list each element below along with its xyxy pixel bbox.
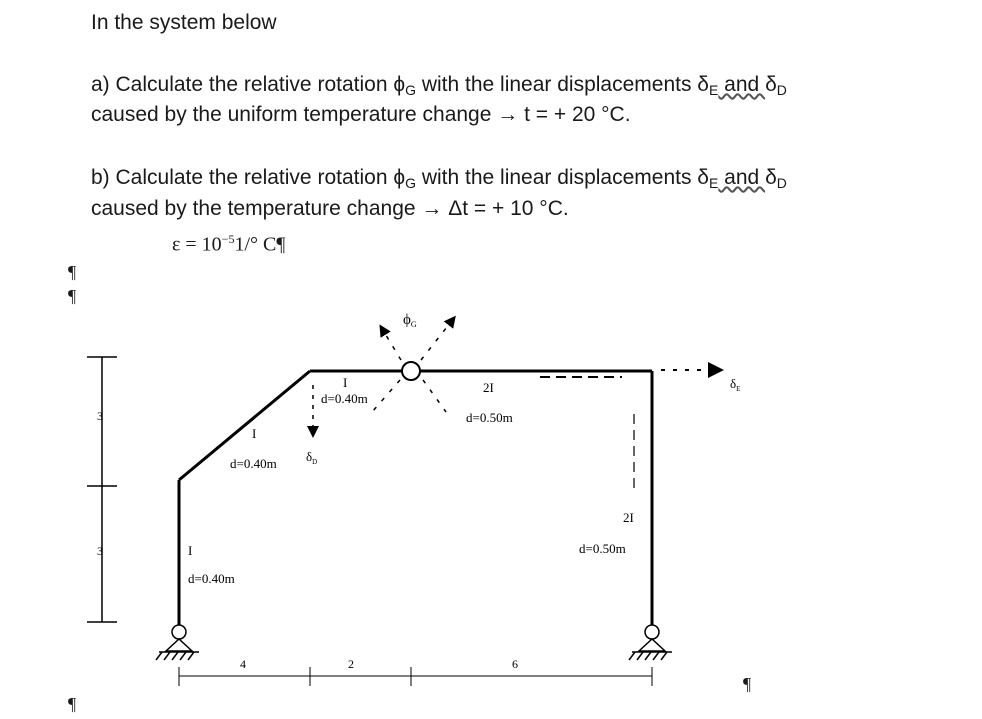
member-left-beam-depth: d=0.40m [321,391,368,406]
delta-d-symbol: δ [765,166,777,189]
member-right-column-depth: d=0.50m [579,541,626,556]
delta-d-symbol: δ [765,73,777,96]
delta-e-symbol: δ [697,166,709,189]
part-a-text: a) Calculate the relative rotation [91,73,394,96]
delta-e-label: $\delta_E$ [730,376,741,393]
member-right-column-inertia: 2I [623,510,634,525]
phi-symbol: ϕ [393,166,406,189]
delta-e-subscript: E [709,175,719,191]
intro-text: In the system below [91,11,277,34]
part-b-text: b) Calculate the relative rotation [91,166,394,189]
phi-g-label: $\phi_G$ [403,312,417,329]
phi-symbol: ϕ [393,73,406,96]
dim-bottom-2: 2 [348,657,354,671]
dim-bottom-1: 4 [240,657,246,671]
delta-d-label: $\delta_D$ [306,449,318,466]
pilcrow-mark: ¶ [68,262,77,282]
delta-e-symbol: δ [697,73,709,96]
member-right-beam-depth: d=0.50m [466,410,513,425]
part-b-text-mid: with the linear displacements [415,166,698,189]
pilcrow-mark: ¶ [68,286,77,306]
member-right-beam-inertia: 2I [483,380,494,395]
epsilon-lhs: ε = 10 [172,233,222,256]
pilcrow-mark: ¶ [68,694,77,714]
dim-left-2: 3 [97,544,103,558]
dim-bottom-3: 6 [512,657,518,671]
dim-left-1: 3 [97,409,103,423]
right-support [629,625,672,660]
frame-members [179,371,652,631]
bottom-dimension [179,667,652,686]
part-a-line2: caused by the uniform temperature change → t = + 20 °C. [91,103,631,126]
member-left-column-depth: d=0.40m [188,571,235,586]
phi-subscript: G [405,175,416,191]
hinge-g [402,362,420,380]
left-support [156,625,199,660]
and-word: and [718,73,766,96]
pilcrow-mark: ¶ [743,674,752,694]
delta-d-subscript: D [776,175,787,191]
epsilon-exponent: −5 [221,232,235,246]
delta-d-subscript: D [776,82,787,98]
member-inclined-depth: d=0.40m [230,456,277,471]
member-left-beam-inertia: I [343,375,348,390]
and-word: and [718,166,766,189]
member-inclined-inertia: I [252,426,257,441]
phi-subscript: G [405,82,416,98]
left-dimension [87,357,117,622]
part-b-line2: caused by the temperature change → Δt = + 10 °C. [91,197,569,220]
epsilon-rhs: 1/° C [234,233,277,256]
part-a-text-mid: with the linear displacements [415,73,698,96]
member-left-column-inertia: I [188,543,193,558]
pilcrow-mark: ¶ [276,233,286,256]
delta-e-subscript: E [709,82,719,98]
